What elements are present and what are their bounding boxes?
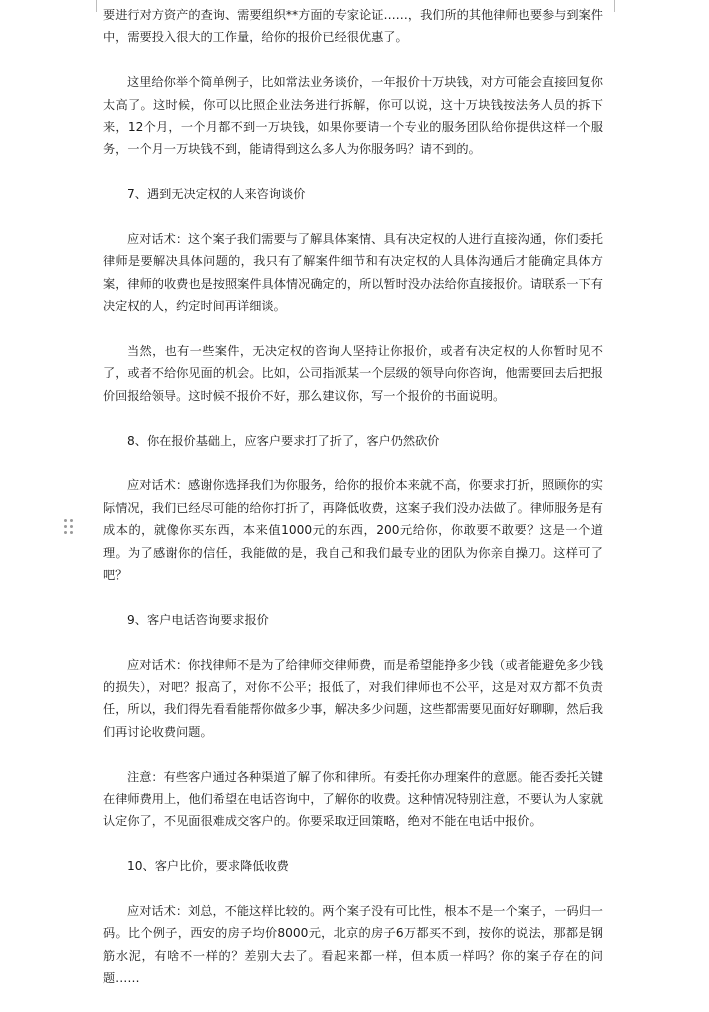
section-heading: 10、客户比价，要求降低收费 bbox=[127, 859, 289, 874]
paragraph: 注意：有些客户通过各种渠道了解了你和律所。有委托你办理案件的意愿。能否委托关键在律师费用上，他们希望在电话咨询中，了解你的收费。这种情况特别注意，不要认为人家就认定你了，不见面很难成交客户的。你要采取迂回策略，绝对不能在电话中报价。 bbox=[103, 769, 603, 829]
paragraph: 应对话术：感谢你选择我们为你服务，给你的报价本来就不高，你要求打折，照顾你的实际情况，我们已经尽可能的给你打折了，再降低收费，这案子我们没办法做了。律师服务是有成本的，就像你买东西，本来值1000元的东西，200元给你，你敢要不敢要？这是一个道理。为了感谢你的信任，我能做的是，我自己和我们最专业的团队为你亲自操刀。这样可了吧？ bbox=[103, 478, 603, 583]
page-corner-mark-left bbox=[88, 0, 97, 12]
page-corner-mark-right bbox=[614, 0, 623, 12]
paragraph: 这里给你举个简单例子，比如常法业务谈价，一年报价十万块钱，对方可能会直接回复你太高了。这时候，你可以比照企业法务进行拆解，你可以说，这十万块钱按法务人员的拆下来，12个月，一个月都不到一万块钱，如果你要请一个专业的服务团队给你提供这样一个服务，一个月一万块钱不到，能请得到这么多人为你服务吗？请不到的。 bbox=[103, 75, 603, 157]
section-heading: 9、客户电话咨询要求报价 bbox=[127, 612, 269, 627]
section-heading: 8、你在报价基础上，应客户要求打了折了，客户仍然砍价 bbox=[127, 433, 440, 448]
paragraph: 要进行对方资产的查询、需要组织**方面的专家论证……，我们所的其他律师也要参与到案件中，需要投入很大的工作量，给你的报价已经很优惠了。 bbox=[103, 8, 603, 45]
paragraph: 当然，也有一些案件，无决定权的咨询人坚持让你报价，或者有决定权的人你暂时见不了，或者不给你见面的机会。比如，公司指派某一个层级的领导向你咨询，他需要回去后把报价回报给领导。这时候不报价不好，那么建议你，写一个报价的书面说明。 bbox=[103, 344, 603, 403]
document-body bbox=[103, 4, 603, 1012]
section-heading: 7、遇到无决定权的人来咨询谈价 bbox=[127, 187, 306, 202]
drag-handle-icon[interactable] bbox=[64, 519, 74, 535]
paragraph: 应对话术：刘总，不能这样比较的。两个案子没有可比性，根本不是一个案子，一码归一码。比个例子，西安的房子均价8000元，北京的房子6万都买不到，按你的说法，那都是钢筋水泥，有啥不一样的？差别大去了。看起来都一样，但本质一样吗？你的案子存在的问题…… bbox=[103, 904, 603, 986]
paragraph: 应对话术：这个案子我们需要与了解具体案情、具有决定权的人进行直接沟通，你们委托律师是要解决具体问题的，我只有了解案件细节和有决定权的人具体沟通后才能确定具体方案，律师的收费也是按照案件具体情况确定的，所以暂时没办法给你直接报价。请联系一下有决定权的人，约定时间再详细谈。 bbox=[103, 232, 603, 314]
paragraph: 应对话术：你找律师不是为了给律师交律师费，而是希望能挣多少钱（或者能避免多少钱的损失），对吧？报高了，对你不公平；报低了，对我们律师也不公平，这是对双方都不负责任，所以，我们得先看看能帮你做多少事，解决多少问题，这些都需要见面好好聊聊，然后我们再讨论收费问题。 bbox=[103, 657, 603, 739]
